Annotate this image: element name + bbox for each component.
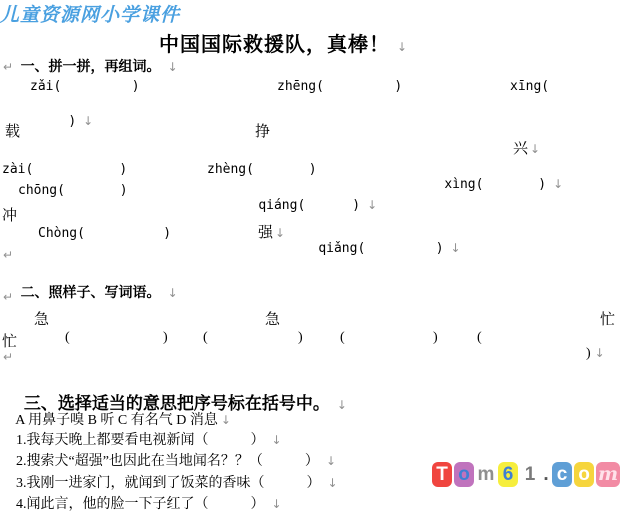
pinyin-chong-tone4: Chòng( ) <box>38 226 172 241</box>
pinyin-zheng-tone4: zhèng( ) <box>207 162 317 177</box>
blank-paren: ( <box>477 330 482 345</box>
pinyin-xing-tone4-line <box>413 162 563 207</box>
blank-paren: ( <box>340 330 345 345</box>
logo-letter-1: 1 <box>524 464 536 485</box>
pinyin-qiang-tone3-line <box>287 226 461 271</box>
options-text: A 用鼻子嗅 B 听 C 有名气 D 消息 <box>15 413 218 428</box>
example-ji-2: 急 <box>265 312 281 328</box>
pinyin-zai-tone3: zǎi( ) <box>30 79 140 94</box>
logo-letter-o2: o <box>574 462 594 487</box>
logo-letter-t: T <box>432 462 452 487</box>
section-two-heading: 二、照样子、写词语。 <box>20 284 161 300</box>
pinyin-chong-tone1: chōng( ) <box>18 183 128 198</box>
blank-paren: ) <box>298 330 303 345</box>
linebreak-mark-icon: ↓ <box>167 60 178 74</box>
question-text: 4.闻此言，他的脸一下子红了（ ） <box>16 497 265 512</box>
logo-letter-c: c <box>552 462 572 487</box>
linebreak-mark-icon: ↓ <box>271 497 282 511</box>
linebreak-mark-icon: ↓ <box>325 454 336 468</box>
pinyin-xing-tone1-open: xīng( <box>510 79 550 94</box>
linebreak-mark-icon: ↓ <box>336 398 347 412</box>
watermark-site-name: 儿童资源网小学课件 <box>0 5 181 26</box>
linebreak-mark-icon: ↓ <box>553 177 564 191</box>
question-text: 2.搜索犬“超强”也因此在当地闻名？？（ ） <box>16 454 319 469</box>
linebreak-mark-icon: ↓ <box>397 40 409 54</box>
page-title: 中国国际救援队，真棒！ <box>159 34 390 56</box>
pinyin-zai-tone4: zài( ) <box>2 162 128 177</box>
logo-letter-o1: o <box>454 462 474 487</box>
blank-paren: ) <box>433 330 438 345</box>
section-one-heading: 一、拼一拼，再组词。 <box>20 58 161 74</box>
hanzi-zai: 载 <box>5 124 21 140</box>
paragraph-mark-icon: ↵ <box>3 248 14 262</box>
pinyin-xing-tone4: xìng( ) <box>444 177 547 192</box>
blank-paren: ) <box>163 330 168 345</box>
hanzi-qiang: 强 <box>258 225 274 241</box>
linebreak-mark-icon: ↓ <box>450 241 461 255</box>
linebreak-mark-icon: ↓ <box>367 198 378 212</box>
hanzi-qiang-line <box>243 204 285 259</box>
question-item-4 <box>2 477 282 529</box>
pinyin-qiang-tone3: qiǎng( ) <box>318 241 444 256</box>
section-three-heading: 三、选择适当的意思把序号标在括号中。 <box>23 394 330 413</box>
paragraph-mark-icon: ↵ <box>3 290 14 304</box>
paragraph-mark-icon: ↵ <box>3 60 14 74</box>
example-mang-wrapped: 忙 <box>600 312 616 328</box>
logo-letter-m1: m <box>477 464 495 485</box>
linebreak-mark-icon: ↓ <box>167 286 178 300</box>
linebreak-mark-icon: ↓ <box>275 226 286 240</box>
hanzi-chong: 冲 <box>2 208 18 224</box>
pinyin-xing-tone1-wrap-line <box>37 99 93 144</box>
linebreak-mark-icon: ↓ <box>220 413 231 427</box>
watermark-logo <box>432 462 622 487</box>
paragraph-mark-icon: ↵ <box>3 350 14 364</box>
linebreak-mark-icon: ↓ <box>327 476 338 490</box>
blank-paren: ) <box>586 346 591 361</box>
linebreak-mark-icon: ↓ <box>271 433 282 447</box>
question-text: 3.我刚一进家门，就闻到了饭菜的香味（ ） <box>16 476 321 491</box>
linebreak-mark-icon: ↓ <box>594 346 605 360</box>
hanzi-zheng: 挣 <box>255 124 271 140</box>
pinyin-qiang-tone2: qiáng( ) <box>258 198 361 213</box>
example-mang: 忙 <box>2 334 18 350</box>
linebreak-mark-icon: ↓ <box>83 114 94 128</box>
hanzi-xing: 兴 <box>513 141 529 157</box>
linebreak-mark-icon: ↓ <box>530 142 541 156</box>
pinyin-zheng-tone1: zhēng( ) <box>277 79 403 94</box>
logo-letter-dot: . <box>543 464 549 485</box>
pinyin-xing-tone1-close: ) <box>68 114 77 129</box>
question-text: 1.我每天晚上都要看电视新闻（ ） <box>16 433 265 448</box>
example-ji-1: 急 <box>34 312 50 328</box>
section-two-heading-line <box>5 266 178 318</box>
blank-paren: ( <box>65 330 70 345</box>
logo-letter-m2: m <box>597 463 619 485</box>
blank-paren-last-line <box>572 330 605 378</box>
logo-letter-6: 6 <box>498 462 518 487</box>
blank-paren: ( <box>203 330 208 345</box>
